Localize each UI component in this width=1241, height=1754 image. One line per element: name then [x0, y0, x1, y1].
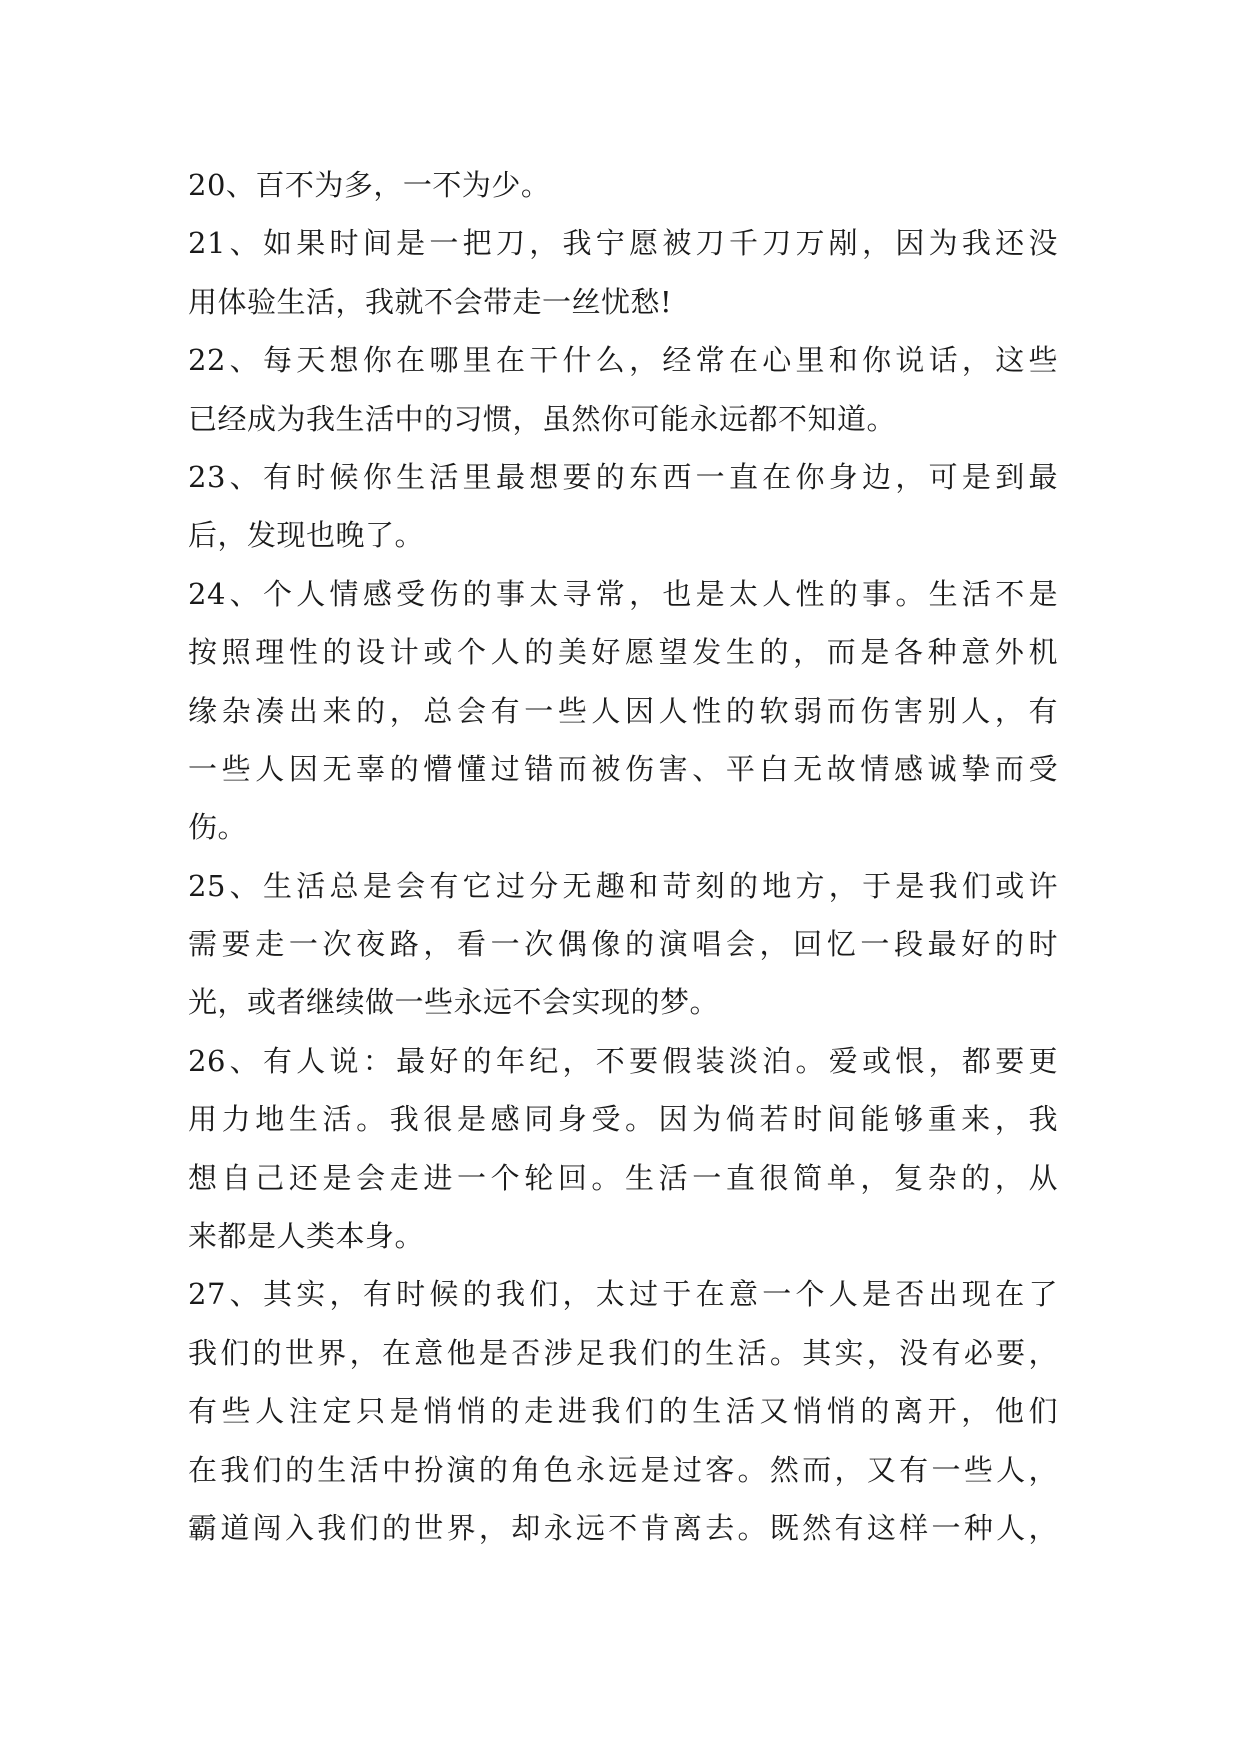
text-line-14: 需要走一次夜路，看一次偶像的演唱会，回忆一段最好的时: [188, 927, 1058, 962]
text-line-21: 我们的世界，在意他是否涉足我们的生活。其实，没有必要，: [188, 1335, 1058, 1370]
text-line-23: 在我们的生活中扮演的角色永远是过客。然而，又有一些人，: [188, 1452, 1058, 1487]
text-line-5: 已经成为我生活中的习惯，虽然你可能永远都不知道。: [188, 401, 897, 436]
text-line-8: 24、个人情感受伤的事太寻常，也是太人性的事。生活不是: [188, 576, 1058, 611]
text-line-24: 霸道闯入我们的世界，却永远不肯离去。既然有这样一种人，: [188, 1510, 1058, 1545]
text-line-17: 用力地生活。我很是感同身受。因为倘若时间能够重来，我: [188, 1102, 1058, 1137]
text-line-15: 光，或者继续做一些永远不会实现的梦。: [188, 985, 720, 1020]
text-line-9: 按照理性的设计或个人的美好愿望发生的，而是各种意外机: [188, 635, 1058, 670]
text-line-18: 想自己还是会走进一个轮回。生活一直很简单，复杂的，从: [188, 1160, 1058, 1195]
text-line-3: 用体验生活，我就不会带走一丝忧愁!: [188, 284, 673, 319]
text-line-2: 21、如果时间是一把刀，我宁愿被刀千刀万剐，因为我还没: [188, 226, 1058, 261]
text-line-7: 后，发现也晚了。: [188, 518, 425, 553]
text-line-20: 27、其实，有时候的我们，太过于在意一个人是否出现在了: [188, 1277, 1058, 1312]
text-line-6: 23、有时候你生活里最想要的东西一直在你身边，可是到最: [188, 459, 1058, 494]
text-line-4: 22、每天想你在哪里在干什么，经常在心里和你说话，这些: [188, 343, 1058, 378]
text-line-16: 26、有人说：最好的年纪，不要假装淡泊。爱或恨，都要更: [188, 1043, 1058, 1078]
text-line-12: 伤。: [188, 810, 248, 845]
text-line-1: 20、百不为多，一不为少。: [188, 168, 551, 202]
text-line-13: 25、生活总是会有它过分无趣和苛刻的地方，于是我们或许: [188, 868, 1058, 903]
text-line-19: 来都是人类本身。: [188, 1219, 425, 1254]
text-line-10: 缘杂凑出来的，总会有一些人因人性的软弱而伤害别人，有: [188, 693, 1058, 728]
text-line-11: 一些人因无辜的懵懂过错而被伤害、平白无故情感诚挚而受: [188, 751, 1058, 786]
document-body: [188, 156, 1058, 1557]
text-line-22: 有些人注定只是悄悄的走进我们的生活又悄悄的离开，他们: [188, 1394, 1058, 1429]
